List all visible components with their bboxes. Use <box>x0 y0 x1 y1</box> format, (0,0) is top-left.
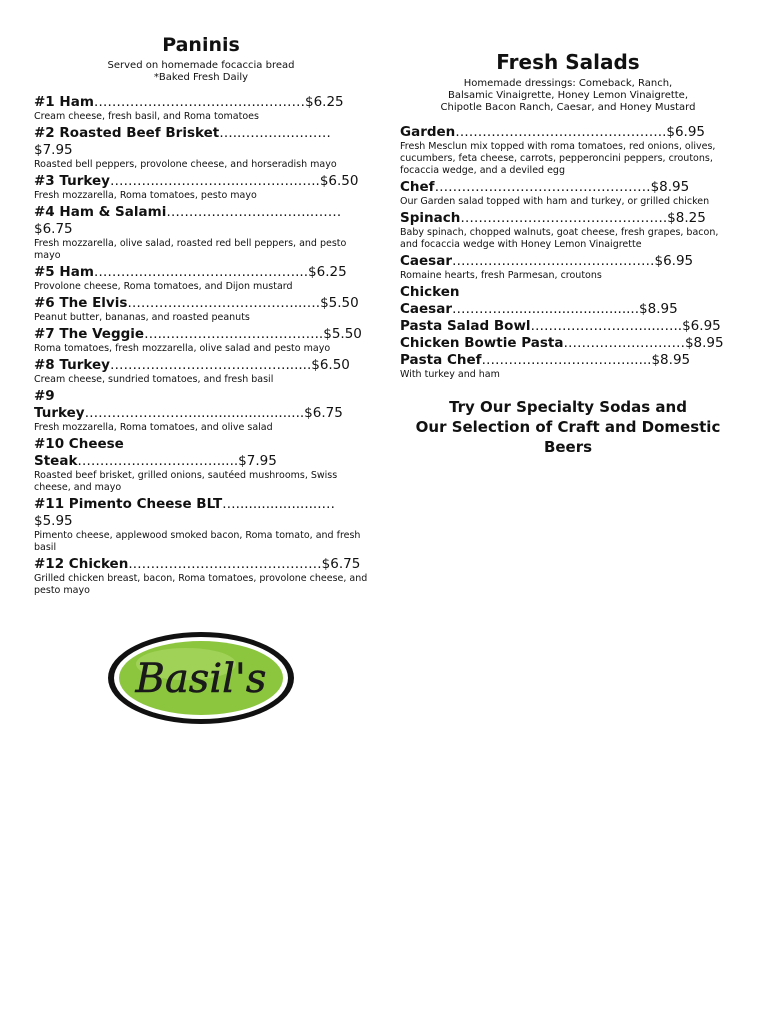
leader-dots: …..………..……… <box>219 125 331 141</box>
menu-item-description: Roasted bell peppers, provolone cheese, and horseradish mayo <box>34 159 337 170</box>
salad-list <box>400 124 736 381</box>
menu-item-name: #2 Roasted Beef Brisket <box>34 125 220 141</box>
menu-item-description: Our Garden salad topped with ham and turkey, or grilled chicken <box>400 196 710 207</box>
menu-item-name: #8 Turkey <box>34 357 110 373</box>
menu-item-title <box>34 357 368 374</box>
leader-dots: ………..….…………..………….….. <box>109 173 320 189</box>
menu-item-price: $6.95 <box>654 253 694 269</box>
menu-item-description: Provolone cheese, Roma tomatoes, and Dijon mustard <box>34 281 293 292</box>
menu-item-name: Pasta Salad Bowl <box>400 318 531 334</box>
menu-item-price: $6.50 <box>311 357 350 373</box>
menu-item-price: $8.95 <box>684 335 724 351</box>
menu-item-price: $6.25 <box>308 264 347 280</box>
menu-item-price: $7.95 <box>34 142 73 158</box>
menu-item-description: Roasted beef brisket, grilled onions, sautéed mushrooms, Swiss cheese, and mayo <box>34 470 338 493</box>
menu-item <box>34 94 368 123</box>
menu-item <box>400 179 736 208</box>
menu-item-title <box>34 94 368 111</box>
menu-item-title <box>400 253 736 270</box>
menu-item-name: Chicken Bowtie Pasta <box>400 335 564 351</box>
menu-item-name: #12 Chicken <box>34 556 129 572</box>
panini-list <box>34 94 368 597</box>
menu-item-price: $7.95 <box>238 453 277 469</box>
salads-title: Fresh Salads <box>496 50 640 74</box>
menu-item-name: #9 Turkey <box>34 388 85 421</box>
menu-item-price: $6.75 <box>304 405 343 421</box>
salads-section <box>400 34 736 457</box>
menu-item-title <box>34 204 368 238</box>
menu-item <box>34 357 368 386</box>
menu-item-price: $5.50 <box>320 295 359 311</box>
menu-item-name: #1 Ham <box>34 94 94 110</box>
menu-item-price: $6.95 <box>666 124 706 140</box>
leader-dots: …………………………...... <box>77 453 239 469</box>
menu-item-title <box>400 352 736 369</box>
leader-dots: …………………………………...... <box>109 357 312 373</box>
menu-item-title <box>400 179 736 196</box>
menu-item-price: $6.75 <box>34 221 73 237</box>
leader-dots: ……………………………………….. <box>455 124 667 140</box>
menu-item-description: Cream cheese, sundried tomatoes, and fresh basil <box>34 374 274 385</box>
menu-item <box>34 388 368 434</box>
menu-item-title <box>34 556 368 573</box>
salads-subtitle: Homemade dressings: Comeback, Ranch, <box>463 78 673 89</box>
menu-item-name: #5 Ham <box>34 264 94 280</box>
leader-dots: …....................… <box>222 496 335 512</box>
menu-item-name: #6 The Elvis <box>34 295 128 311</box>
menu-item-name: #11 Pimento Cheese BLT <box>34 496 223 512</box>
paninis-subtitle: *Baked Fresh Daily <box>153 72 249 83</box>
leader-dots: …………………….……..…… <box>166 204 342 220</box>
menu-item-description: Fresh mozzarella, Roma tomatoes, pesto mayo <box>34 190 257 201</box>
menu-item <box>34 295 368 324</box>
menu-item-description: Peanut butter, bananas, and roasted peanuts <box>34 312 250 323</box>
menu-item <box>34 264 368 293</box>
leader-dots: ………………………………………… <box>434 179 651 195</box>
basils-logo <box>106 630 296 726</box>
leader-dots: .…………………………………… <box>128 556 322 572</box>
menu-item-price: $6.50 <box>319 173 359 189</box>
leader-dots: ……………………………..... <box>481 352 652 368</box>
leader-dots: …………….…………………..…. <box>127 295 321 311</box>
paninis-title: Paninis <box>162 34 240 56</box>
menu-item-price: $6.75 <box>321 556 361 572</box>
leader-dots: ……………………… <box>563 335 685 351</box>
menu-item-title <box>400 284 736 318</box>
menu-item <box>34 204 368 262</box>
menu-item-price: $5.95 <box>34 513 73 529</box>
paninis-subtitle: Served on homemade focaccia bread <box>107 60 295 71</box>
menu-item-title <box>34 173 368 190</box>
menu-item-name: #10 Cheese Steak <box>34 436 124 469</box>
menu-item-name: Caesar <box>400 253 452 269</box>
footer-line: Our Selection of Craft and Domestic Beers <box>415 418 721 456</box>
leader-dots: …..…………………………….. <box>144 326 324 342</box>
menu-item-title <box>34 326 368 343</box>
menu-item-price: $8.95 <box>650 179 690 195</box>
menu-item <box>400 284 736 318</box>
menu-item-price: $6.95 <box>682 318 721 334</box>
menu-item <box>34 125 368 171</box>
menu-item-title <box>34 295 368 312</box>
menu-item <box>34 173 368 202</box>
leader-dots: …………............................... <box>451 301 640 317</box>
salads-subtitle: Chipotle Bacon Ranch, Caesar, and Honey Mustard <box>440 102 696 113</box>
menu-item-description: Baby spinach, chopped walnuts, goat cheese, fresh grapes, bacon, and focaccia wedge with Honey Lemon Vinaigrette <box>400 227 719 250</box>
menu-item-title <box>400 210 736 227</box>
menu-item-price: $6.25 <box>304 94 344 110</box>
menu-item-title <box>34 496 368 530</box>
menu-item-name: Chicken Caesar <box>400 284 460 317</box>
menu-item-description: Pimento cheese, applewood smoked bacon, Roma tomato, and fresh basil <box>34 530 361 553</box>
menu-item <box>34 496 368 554</box>
menu-item-description: Romaine hearts, fresh Parmesan, croutons <box>400 270 602 281</box>
menu-item <box>400 352 736 381</box>
menu-item-description: Roma tomatoes, fresh mozzarella, olive salad and pesto mayo <box>34 343 331 354</box>
menu-item <box>400 253 736 282</box>
menu-item-description: Cream cheese, fresh basil, and Roma tomatoes <box>34 111 259 122</box>
footer-line: Try Our Specialty Sodas and <box>449 398 687 416</box>
leader-dots: ………………………………..……… <box>93 94 305 110</box>
menu-item-description: Fresh mozzarella, Roma tomatoes, and olive salad <box>34 422 273 433</box>
menu-item <box>34 326 368 355</box>
menu-item-name: #4 Ham & Salami <box>34 204 167 220</box>
menu-item-price: $8.25 <box>667 210 706 226</box>
menu-item <box>34 556 368 597</box>
menu-item <box>400 124 736 177</box>
menu-item-title <box>34 264 368 281</box>
leader-dots: …………………….....….. <box>530 318 683 334</box>
menu-item-name: #7 The Veggie <box>34 326 145 342</box>
menu-item <box>400 210 736 251</box>
menu-item-price: $8.95 <box>651 352 691 368</box>
menu-item-name: Pasta Chef <box>400 352 482 368</box>
paninis-section <box>34 34 368 599</box>
menu-item-description: With turkey and ham <box>400 369 500 380</box>
menu-item <box>34 436 368 494</box>
menu-item-title <box>34 388 368 422</box>
menu-item-description: Grilled chicken breast, bacon, Roma tomatoes, provolone cheese, and pesto mayo <box>34 573 368 596</box>
menu-item <box>400 335 736 352</box>
leader-dots: ……………………………………… <box>451 253 655 269</box>
beverage-note <box>400 397 736 457</box>
menu-item-name: Spinach <box>400 210 461 226</box>
menu-item-name: #3 Turkey <box>34 173 110 189</box>
menu-item-name: Chef <box>400 179 435 195</box>
menu-item-name: Garden <box>400 124 456 140</box>
menu-item-price: $5.50 <box>323 326 362 342</box>
menu-item-title <box>400 124 736 141</box>
leader-dots: ……….….…..……………..………... <box>93 264 309 280</box>
menu-item-description: Fresh Mesclun mix topped with roma tomatoes, red onions, olives, cucumbers, feta cheese, carrots, pepperoncini peppers, croutons, focaccia wedge, and a deviled egg <box>400 141 716 176</box>
menu-item-title <box>34 125 368 159</box>
menu-item-price: $8.95 <box>639 301 678 317</box>
leader-dots: …………………….......................... <box>84 405 305 421</box>
svg-text:Basil's: Basil's <box>135 656 267 702</box>
leader-dots: ………………………………………. <box>460 210 668 226</box>
menu-item-description: Fresh mozzarella, olive salad, roasted red bell peppers, and pesto mayo <box>34 238 347 261</box>
menu-item-title <box>400 318 736 335</box>
salads-subtitle: Balsamic Vinaigrette, Honey Lemon Vinaigrette, <box>447 90 689 101</box>
menu-item-title <box>34 436 368 470</box>
menu-item <box>400 318 736 335</box>
menu-item-title <box>400 335 736 352</box>
